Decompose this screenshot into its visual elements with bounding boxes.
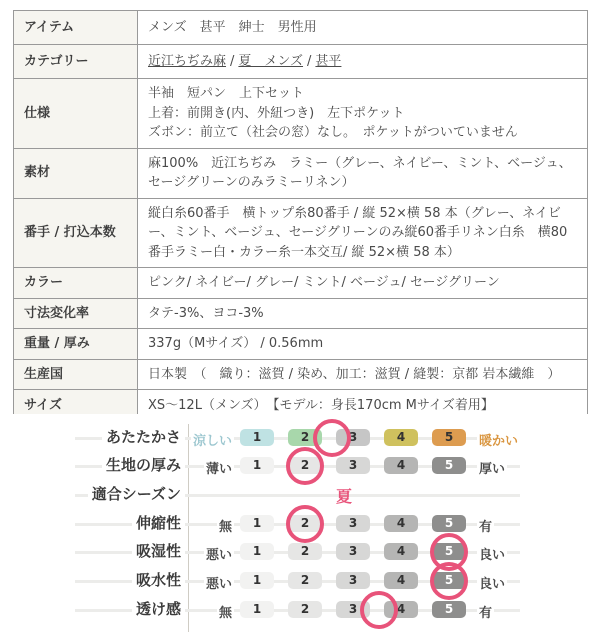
category-separator: / [307, 53, 312, 69]
scale-pill-3: 3 [336, 543, 370, 560]
spec-line-3: ズボン：前立て（社会の窓）なし。 ポケットがついていません [148, 125, 518, 140]
scale-end-label-right: 良い [477, 573, 507, 592]
row-header-dimension-change: 寸法変化率 [14, 298, 138, 329]
scale-pill-1: 1 [240, 543, 274, 560]
scale-pill-3: 3 [336, 429, 370, 446]
row-value-country: 日本製 （ 織り：滋賀 / 染め、加工：滋賀 / 縫製：京都 岩本繊維 ） [138, 359, 588, 390]
rating-label: 透け感 [132, 598, 185, 619]
scale-end-label-right: 良い [477, 544, 507, 563]
rating-label: 吸湿性 [132, 540, 185, 561]
scale-pill-3: 3 [336, 515, 370, 532]
season-value: 夏 [336, 487, 353, 506]
scale-end-label-right: 暖かい [477, 430, 520, 449]
row-value-yarn-count: 縦白糸60番手 横トップ糸80番手 / 縦 52×横 58 本（グレー、ネイビー、ミント、ベージュ、セージグリーンのみ縦60番手リネン白糸 横80番手ラミー白・カラー糸一本交互/ 縦 52×横 58 本） [138, 198, 588, 268]
category-separator: / [230, 53, 235, 69]
scale-end-label-right: 有 [477, 516, 494, 535]
scale-pill-5: 5 [432, 572, 466, 589]
scale-end-label-left: 無 [217, 516, 234, 535]
rating-row-sheerness [0, 596, 600, 624]
scale-pill-4: 4 [384, 572, 418, 589]
scale-pill-1: 1 [240, 601, 274, 618]
rating-circle [360, 591, 398, 629]
rating-label: 適合シーズン [88, 483, 185, 504]
rating-label: 吸水性 [132, 569, 185, 590]
rating-label: 伸縮性 [132, 512, 185, 533]
row-value-item: メンズ 甚平 紳士 男性用 [138, 11, 588, 45]
row-header-country: 生産国 [14, 359, 138, 390]
spec-line-2: 上着：前開き(内、外紐つき) 左下ポケット [148, 105, 405, 121]
rating-circle [286, 505, 324, 543]
row-header-spec: 仕様 [14, 79, 138, 149]
scale-pill-1: 1 [240, 515, 274, 532]
row-value-material: 麻100% 近江ちぢみ ラミー（グレー、ネイビー、ミント、ベージュ、セージグリーンのみラミーリネン） [138, 148, 588, 198]
row-header-material: 素材 [14, 148, 138, 198]
rating-circle [286, 447, 324, 485]
row-header-category: カテゴリー [14, 45, 138, 79]
scale-pill-4: 4 [384, 543, 418, 560]
scale-end-label-left: 涼しい [191, 430, 234, 449]
row-header-size: サイズ [14, 390, 138, 415]
category-link-summer-mens[interactable]: 夏 メンズ [238, 53, 304, 69]
scale-end-label-right: 厚い [477, 458, 507, 477]
rating-row-stretch [0, 510, 600, 538]
category-link-omichijimi[interactable]: 近江ちぢみ麻 [148, 53, 227, 69]
row-value-weight: 337g（Mサイズ） / 0.56mm [138, 329, 588, 360]
scale-pill-2: 2 [288, 515, 322, 532]
rating-row-thickness [0, 452, 600, 480]
scale-pill-2: 2 [288, 429, 322, 446]
scale-pill-2: 2 [288, 572, 322, 589]
row-header-color: カラー [14, 268, 138, 299]
rating-label: 生地の厚み [102, 454, 185, 475]
scale-pill-5: 5 [432, 457, 466, 474]
scale-pill-3: 3 [336, 457, 370, 474]
category-link-jinbei[interactable]: 甚平 [315, 53, 342, 69]
scale-pill-4: 4 [384, 601, 418, 618]
spec-line-1: 半袖 短パン 上下セット [148, 86, 305, 101]
scale-pill-1: 1 [240, 429, 274, 446]
rating-label: あたたかさ [102, 426, 185, 447]
scale-pill-3: 3 [336, 572, 370, 589]
row-header-yarn-count: 番手 / 打込本数 [14, 198, 138, 268]
row-value-size: XS〜12L（メンズ） 【モデル：身長170cm Mサイズ着用】 [138, 390, 588, 415]
scale-end-label-left: 薄い [204, 458, 234, 477]
row-header-item: アイテム [14, 11, 138, 45]
scale-pill-3: 3 [336, 601, 370, 618]
scale-pill-1: 1 [240, 572, 274, 589]
scale-end-label-left: 悪い [204, 573, 234, 592]
scale-end-label-left: 悪い [204, 544, 234, 563]
scale-pill-2: 2 [288, 457, 322, 474]
scale-end-label-right: 有 [477, 602, 494, 621]
scale-pill-2: 2 [288, 601, 322, 618]
scale-pill-5: 5 [432, 543, 466, 560]
scale-pill-5: 5 [432, 601, 466, 618]
scale-pill-4: 4 [384, 457, 418, 474]
row-header-weight: 重量 / 厚み [14, 329, 138, 360]
row-value-color: ピンク/ ネイビー/ グレー/ ミント/ ベージュ/ セージグリーン [138, 268, 588, 299]
rating-row-water [0, 567, 600, 595]
scale-end-label-left: 無 [217, 602, 234, 621]
scale-pill-4: 4 [384, 429, 418, 446]
scale-pill-4: 4 [384, 515, 418, 532]
scale-pill-5: 5 [432, 429, 466, 446]
scale-pill-2: 2 [288, 543, 322, 560]
rating-circle [430, 562, 468, 600]
scale-pill-1: 1 [240, 457, 274, 474]
scale-pill-5: 5 [432, 515, 466, 532]
row-value-dimension-change: タテ-3%、ヨコ-3% [138, 298, 588, 329]
rating-circle [313, 419, 351, 457]
